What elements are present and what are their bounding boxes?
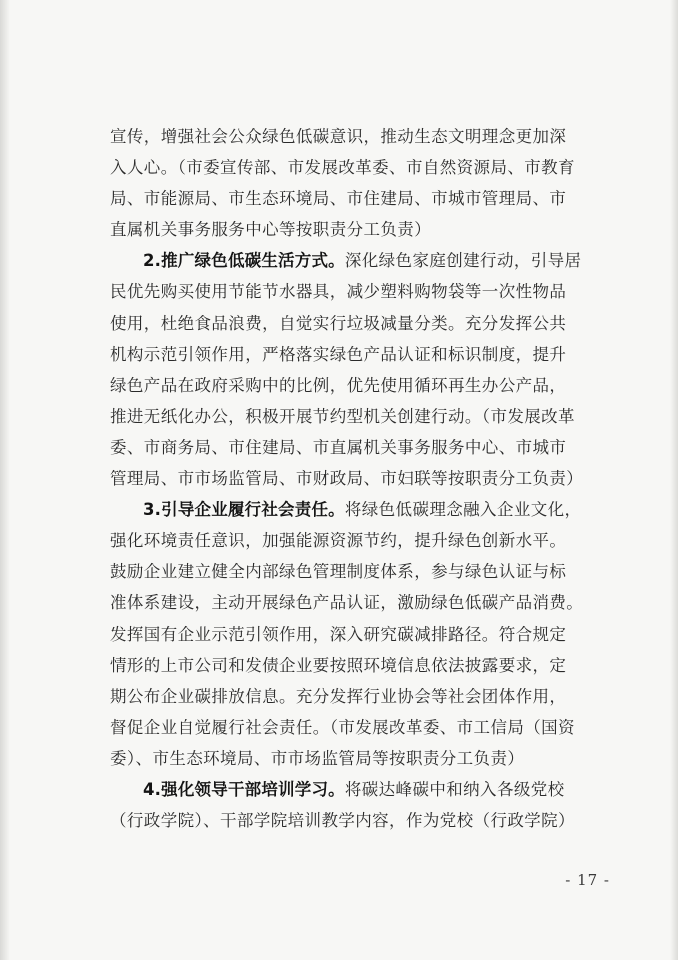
body-line: 管理局、市市场监管局、市财政局、市妇联等按职责分工负责） — [110, 469, 584, 489]
body-line: 入人心。（市委宣传部、市发展改革委、市自然资源局、市教育 — [110, 158, 575, 178]
body-line: 鼓励企业建立健全内部绿色管理制度体系，参与绿色认证与标 — [110, 562, 567, 582]
body-line: 推进无纸化办公，积极开展节约型机关创建行动。（市发展改革 — [110, 406, 575, 426]
document-body — [110, 121, 612, 836]
paragraph-first-line — [110, 494, 612, 525]
body-line: 委、市商务局、市住建局、市直属机关事务服务中心、市城市 — [110, 437, 567, 457]
scan-shadow-right — [670, 0, 678, 960]
paragraph-first-line — [110, 774, 612, 805]
scan-shadow-left — [0, 0, 10, 960]
paragraph-first-line — [110, 245, 612, 276]
body-line: 委）、市生态环境局、市市场监管局等按职责分工负责） — [110, 748, 525, 768]
body-line: 准体系建设，主动开展绿色产品认证，激励绿色低碳产品消费。 — [110, 593, 584, 613]
paragraph-heading: 2.推广绿色低碳生活方式。 — [143, 251, 345, 271]
body-line: 直属机关事务服务中心等按职责分工负责） — [110, 220, 432, 240]
body-line: 督促企业自觉履行社会责任。（市发展改革委、市工信局（国资 — [110, 717, 575, 737]
paragraph-text: 深化绿色家庭创建行动，引导居 — [344, 251, 582, 271]
paragraph-heading: 4.强化领导干部培训学习。 — [143, 779, 345, 799]
paragraph-text: 将绿色低碳理念融入企业文化， — [344, 500, 582, 520]
paragraph-text: 将碳达峰碳中和纳入各级党校 — [344, 779, 565, 799]
paragraph-heading: 3.引导企业履行社会责任。 — [143, 500, 345, 520]
body-line: 绿色产品在政府采购中的比例，优先使用循环再生办公产品， — [110, 375, 567, 395]
body-line: 局、市能源局、市生态环境局、市住建局、市城市管理局、市 — [110, 189, 567, 209]
body-line: 情形的上市公司和发债企业要按照环境信息依法披露要求，定 — [110, 655, 567, 675]
body-line: 机构示范引领作用，严格落实绿色产品认证和标识制度，提升 — [110, 344, 567, 364]
body-line: 发挥国有企业示范引领作用，深入研究碳减排路径。符合规定 — [110, 624, 567, 644]
body-line: 期公布企业碳排放信息。充分发挥行业协会等社会团体作用， — [110, 686, 567, 706]
page-number: - 17 - — [565, 871, 610, 889]
body-line: 使用，杜绝食品浪费，自觉实行垃圾减量分类。充分发挥公共 — [110, 313, 567, 333]
body-line: （行政学院）、干部学院培训教学内容，作为党校（行政学院） — [110, 811, 575, 831]
body-line: 宣传，增强社会公众绿色低碳意识，推动生态文明理念更加深 — [110, 127, 567, 146]
body-line: 民优先购买使用节能节水器具，减少塑料购物袋等一次性物品 — [110, 282, 567, 302]
body-line: 强化环境责任意识，加强能源资源节约，提升绿色创新水平。 — [110, 531, 567, 551]
